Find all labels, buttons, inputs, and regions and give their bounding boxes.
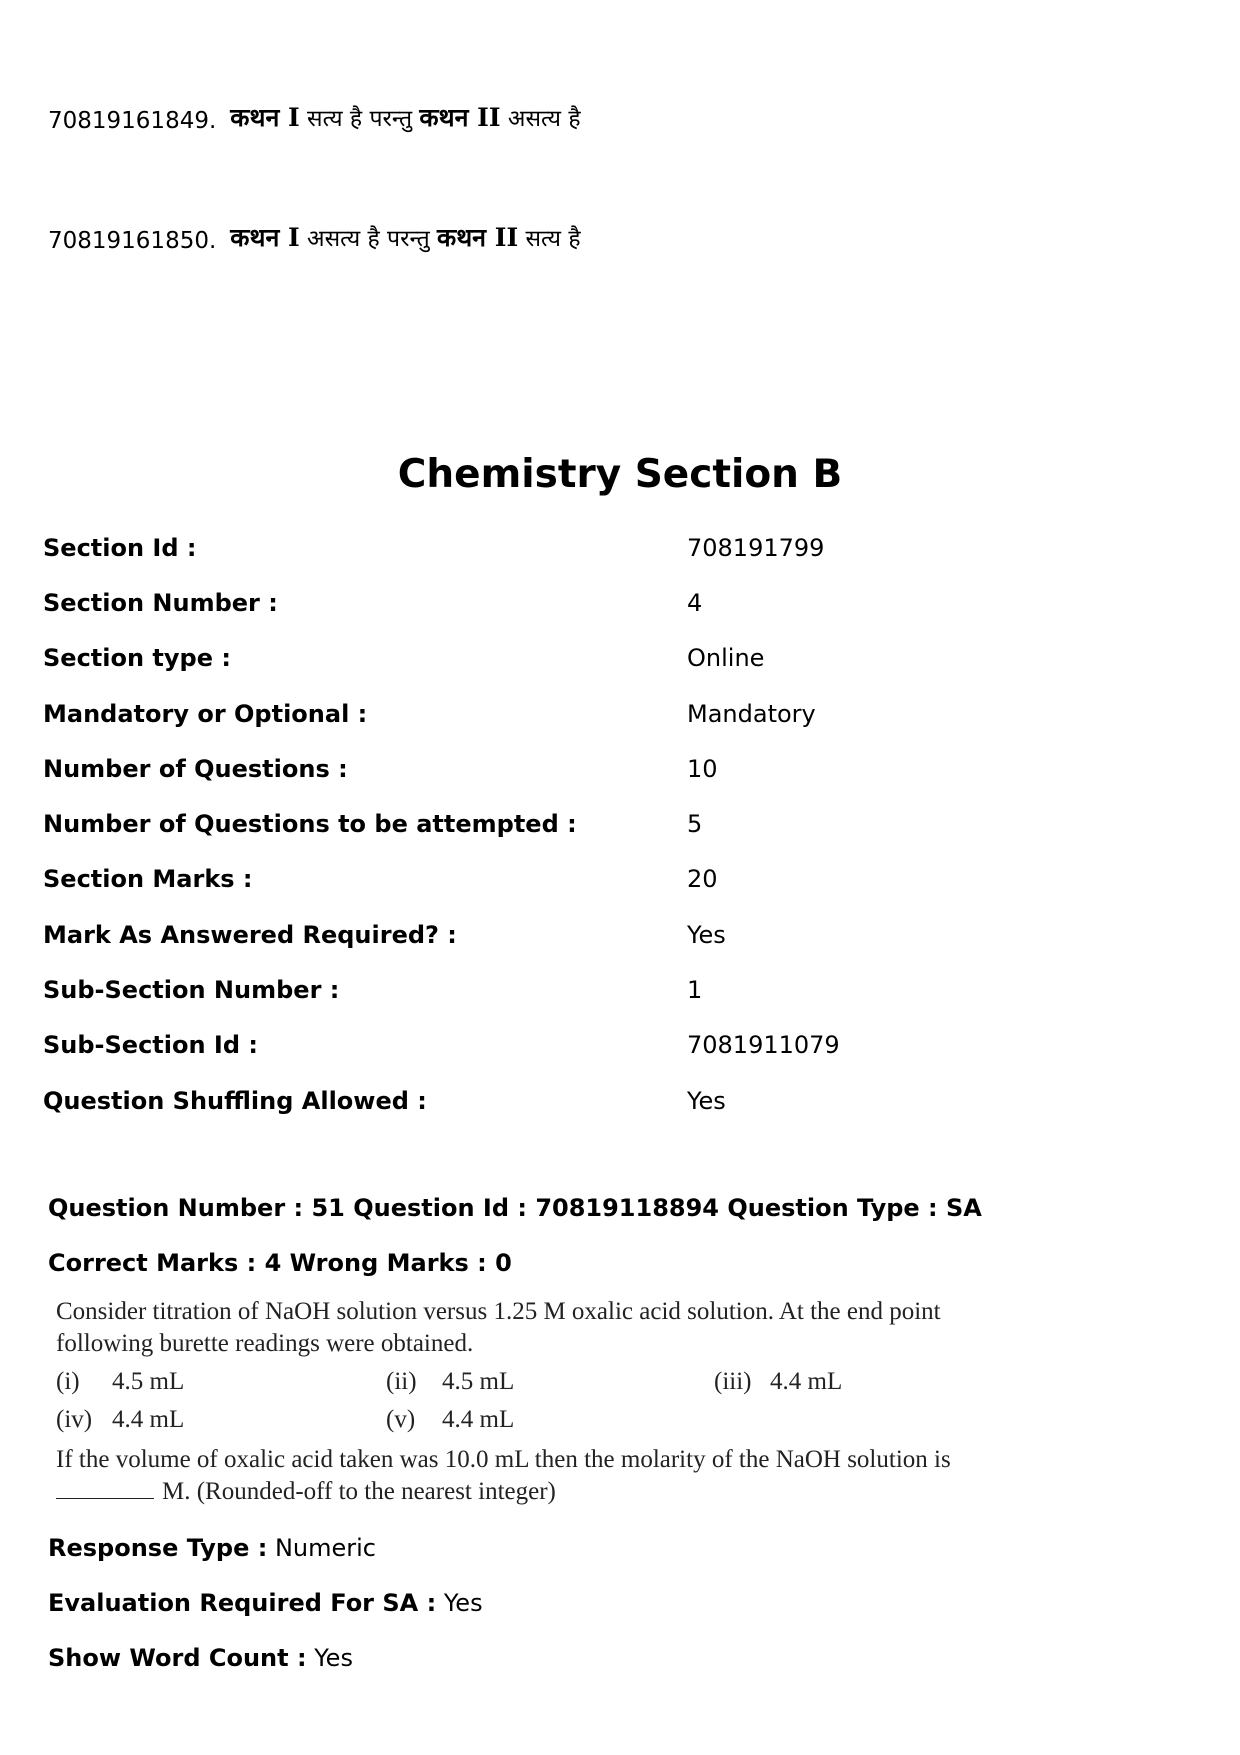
reading-item: (iii) 4.4 mL	[714, 1368, 843, 1395]
meta-row-mandatory: Mandatory or Optional : Mandatory	[43, 699, 816, 728]
burette-readings	[56, 1366, 956, 1442]
response-type: Response Type : Numeric	[48, 1534, 376, 1562]
section-meta-table	[43, 520, 1193, 1128]
question-stem: Consider titration of NaOH solution versus 1.25 M oxalic acid solution. At the end point following burette readings were obtained.	[56, 1298, 941, 1357]
question-tail: If the volume of oxalic acid taken was 10.0 mL then the molarity of the NaOH solution is M. (Rounded-off to the nearest integer)	[56, 1446, 951, 1505]
section-title: Chemistry Section B	[397, 452, 843, 497]
reading-item: (iv) 4.4 mL	[56, 1406, 185, 1433]
meta-row-section-type: Section type : Online	[43, 644, 765, 673]
reading-item: (ii) 4.5 mL	[386, 1368, 515, 1395]
meta-row-num-attempt: Number of Questions to be attempted : 5	[43, 810, 703, 839]
meta-row-subsection-number: Sub-Section Number : 1	[43, 976, 703, 1005]
meta-row-subsection-id: Sub-Section Id : 7081911079	[43, 1031, 840, 1060]
meta-row-section-number: Section Number : 4	[43, 588, 703, 617]
option-row	[48, 100, 581, 134]
question-body	[56, 1296, 956, 1508]
meta-row-section-marks: Section Marks : 20	[43, 865, 718, 894]
answer-blank	[56, 1476, 154, 1499]
question-marks: Correct Marks : 4 Wrong Marks : 0	[48, 1249, 512, 1277]
meta-row-mark-answered: Mark As Answered Required? : Yes	[43, 920, 726, 949]
show-word-count: Show Word Count : Yes	[48, 1644, 353, 1672]
meta-row-section-id: Section Id : 708191799	[43, 533, 825, 562]
option-text: कथन I सत्य है परन्तु कथन II असत्य है	[230, 103, 581, 132]
option-text: कथन I असत्य है परन्तु कथन II सत्य है	[230, 223, 581, 252]
reading-item: (v) 4.4 mL	[386, 1406, 515, 1433]
meta-row-shuffling: Question Shuffling Allowed : Yes	[43, 1086, 726, 1115]
option-id: 70819161850.	[48, 228, 217, 254]
option-row	[48, 220, 581, 254]
question-header: Question Number : 51 Question Id : 70819118894 Question Type : SA	[48, 1194, 982, 1222]
meta-row-num-questions: Number of Questions : 10	[43, 754, 718, 783]
evaluation-required: Evaluation Required For SA : Yes	[48, 1589, 483, 1617]
option-id: 70819161849.	[48, 108, 217, 134]
reading-item: (i) 4.5 mL	[56, 1368, 185, 1395]
